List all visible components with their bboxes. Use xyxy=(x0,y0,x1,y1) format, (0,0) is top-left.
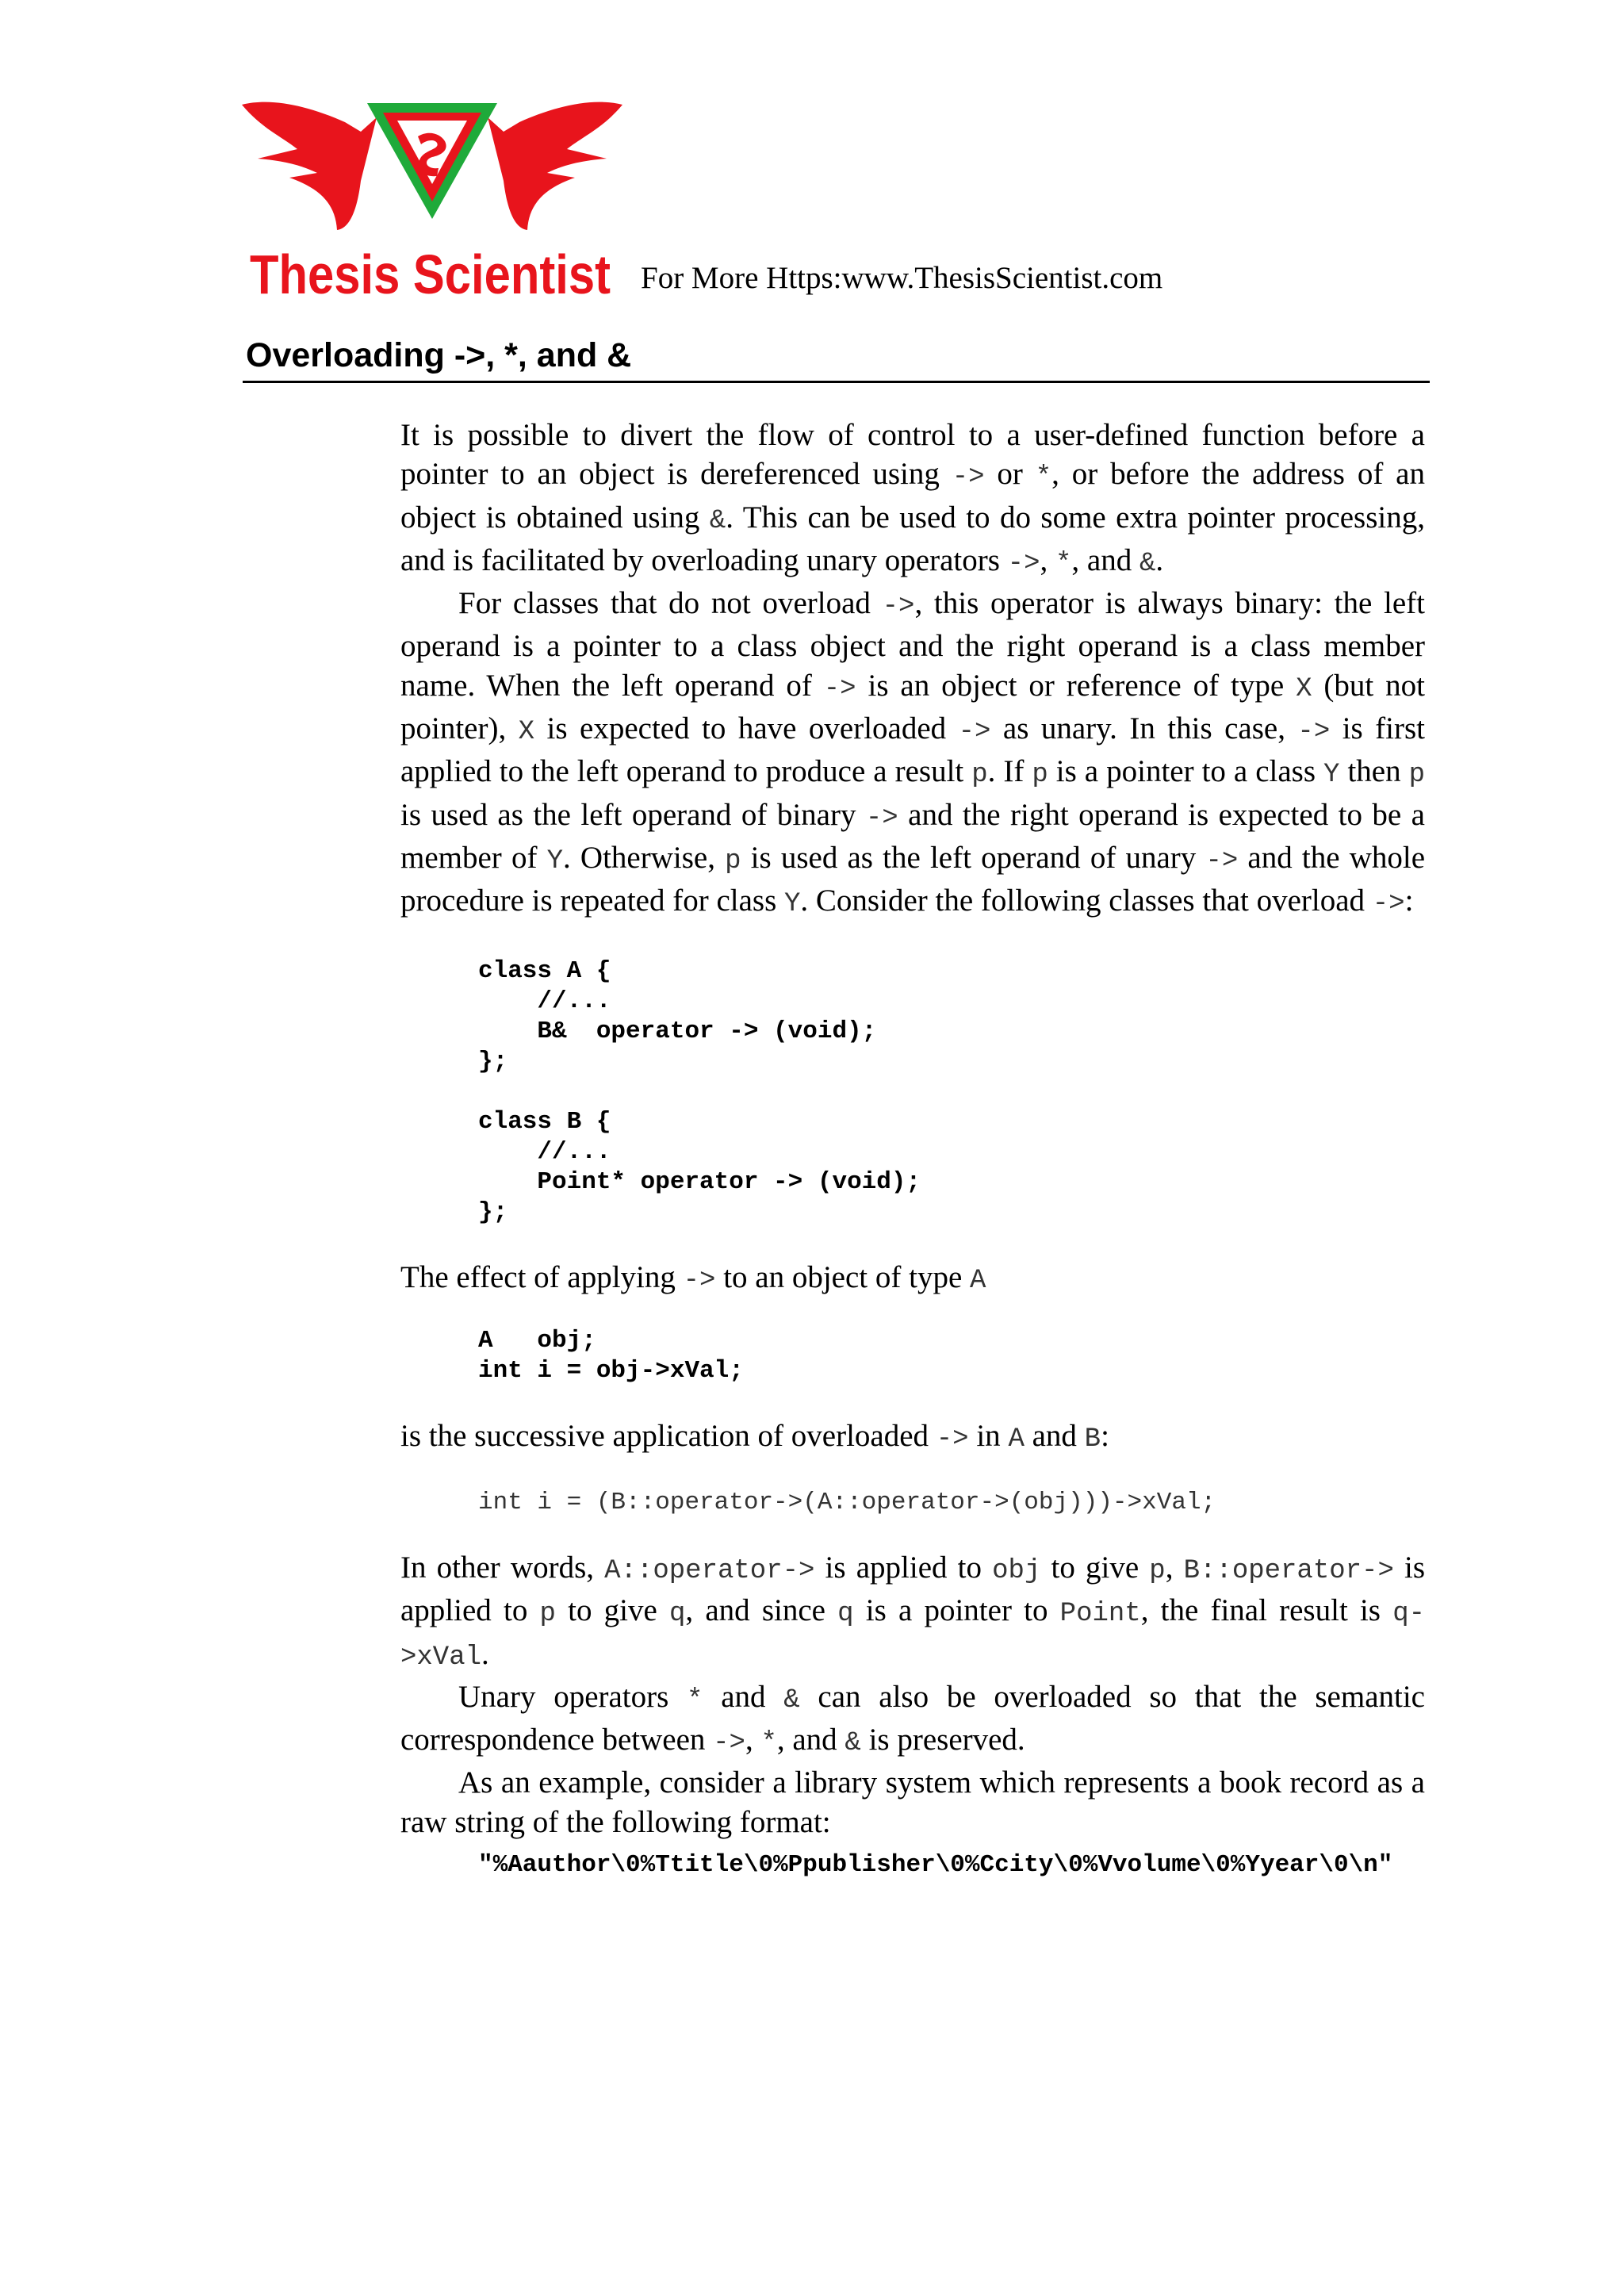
heading-divider xyxy=(243,381,1430,383)
body-text-block xyxy=(400,416,1425,925)
paragraph-effect: The effect of applying -> to an object of type A xyxy=(400,1260,986,1296)
paragraph-successive: is the successive application of overloaded -> in A and B: xyxy=(400,1419,1109,1455)
section-heading: Overloading ->, *, and & xyxy=(246,336,632,374)
paragraph-binary-operator: For classes that do not overload ->, this operator is always binary: the left operand is a pointer to a class object and the right operand is a class member name. When the left operand of -> is an object or reference of type X (but not pointer), X is expected to have overloaded -> as unary. In this case, -> is first applied to the left operand to produce a result p. If p is a pointer to a class Y then p is used as the left operand of binary -> and the right operand is expected to be a member of Y. Otherwise, p is used as the left operand of unary -> and the whole procedure is repeated for class Y. Consider the following classes that overload ->: xyxy=(400,586,1426,920)
paragraph-in-other-words: In other words, A::operator-> is applied to obj to give p, B::operator-> is applied to p to give q, and since q is a pointer to Point, the final result is q->xVal. xyxy=(400,1550,1426,1673)
paragraph-library-example: As an example, consider a library system which represents a book record as a raw string of the following format: xyxy=(400,1765,1425,1839)
thesis-scientist-logo xyxy=(242,94,622,308)
paragraph-unary-operators: Unary operators * and & can also be overloaded so that the semantic correspondence between ->, *, and & is preserved. xyxy=(400,1679,1425,1759)
code-block-record-format: "%Aauthor\0%Ttitle\0%Ppublisher\0%Ccity\0%Vvolume\0%Yyear\0\n" xyxy=(478,1851,1393,1879)
left-wing-icon xyxy=(242,102,377,230)
body-text-block-2 xyxy=(400,1548,1425,1842)
svg-text:Thesis Scientist: Thesis Scientist xyxy=(250,243,611,305)
more-info-link[interactable]: For More Https:www.ThesisScientist.com xyxy=(641,261,1163,295)
code-block-expansion: int i = (B::operator->(A::operator->(obj)))->xVal; xyxy=(478,1489,1216,1516)
right-wing-icon xyxy=(488,102,622,230)
code-block-object: A obj; int i = obj->xVal; xyxy=(478,1327,744,1385)
paragraph-intro: It is possible to divert the flow of control to a user-defined function before a pointer to an object is dereferenced using -> or *, or before the address of an object is obtained using &. This can be used to do some extra pointer processing, and is facilitated by overloading unary operators ->, *, and &. xyxy=(400,418,1425,579)
code-block-classes: class A { //... B& operator -> (void); }; class B { //... Point* operator -> (void); }; xyxy=(478,957,921,1226)
